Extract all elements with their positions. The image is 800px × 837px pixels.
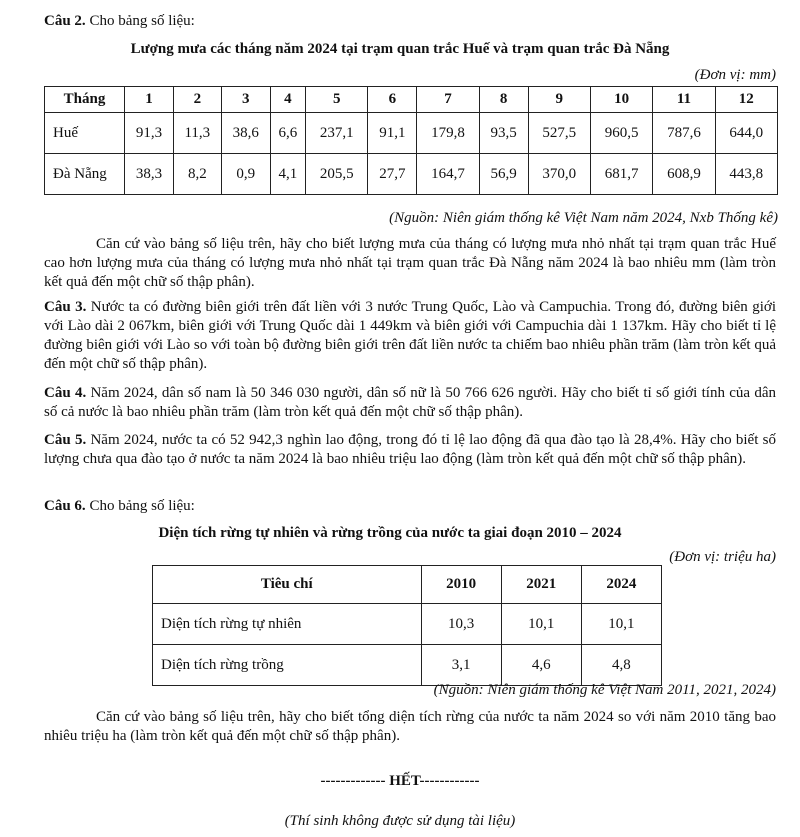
row-label-station: Đà Nẵng <box>45 154 125 195</box>
q4-label: Câu 4. <box>44 385 87 401</box>
header-month-6: 6 <box>368 87 417 113</box>
rainfall-cell: 4,1 <box>270 154 305 195</box>
forest-area-cell: 10,1 <box>581 604 661 645</box>
q6-table-title: Diện tích rừng tự nhiên và rừng trồng của nước ta giai đoạn 2010 – 2024 <box>158 525 622 541</box>
q3-label: Câu 3. <box>44 299 87 315</box>
q6-intro-text: Cho bảng số liệu: <box>85 498 195 514</box>
row-label-station: Huế <box>45 113 125 154</box>
header-criteria-label: Tiêu chí <box>153 566 422 604</box>
header-month-3: 3 <box>221 87 270 113</box>
header-month-12: 12 <box>715 87 777 113</box>
rainfall-cell: 8,2 <box>173 154 221 195</box>
rainfall-cell: 91,1 <box>368 113 417 154</box>
header-month-4: 4 <box>270 87 305 113</box>
rainfall-cell: 527,5 <box>528 113 590 154</box>
q6-unit: (Đơn vị: triệu ha) <box>669 549 776 565</box>
q6-intro <box>44 497 195 516</box>
rainfall-cell: 787,6 <box>653 113 715 154</box>
header-month-8: 8 <box>479 87 528 113</box>
header-month-5: 5 <box>306 87 368 113</box>
q4-paragraph <box>44 384 776 422</box>
q2-intro-text: Cho bảng số liệu: <box>85 13 195 29</box>
table-row <box>45 113 778 154</box>
header-month-2: 2 <box>173 87 221 113</box>
rainfall-table <box>44 86 778 195</box>
forest-table <box>152 565 662 686</box>
row-label-criteria: Diện tích rừng trồng <box>153 645 422 686</box>
q5-text: Năm 2024, nước ta có 52 942,3 nghìn lao động, trong đó tỉ lệ lao động đã qua đào tạo là 28,4%. Hãy cho biết số lượng chưa qua đào tạo ở nước ta năm 2024 là bao nhiêu triệu lao động (làm tròn kết quả đến một chữ số thập phân). <box>44 432 776 467</box>
header-year-2010: 2010 <box>421 566 501 604</box>
rainfall-cell: 179,8 <box>417 113 479 154</box>
forest-area-cell: 3,1 <box>421 645 501 686</box>
header-month-7: 7 <box>417 87 479 113</box>
rainfall-cell: 370,0 <box>528 154 590 195</box>
rainfall-cell: 0,9 <box>221 154 270 195</box>
header-month-10: 10 <box>590 87 652 113</box>
rainfall-header-row <box>45 87 778 113</box>
header-month-1: 1 <box>125 87 174 113</box>
rainfall-cell: 205,5 <box>306 154 368 195</box>
rainfall-cell: 56,9 <box>479 154 528 195</box>
footer-note: (Thí sinh không được sử dụng tài liệu) <box>284 813 516 829</box>
q4-text: Năm 2024, dân số nam là 50 346 030 người, dân số nữ là 50 766 626 người. Hãy cho biết tỉ số giới tính của dân số cả nước là bao nhiêu phần trăm (làm tròn kết quả đến một chữ số thập phân). <box>44 385 776 420</box>
rainfall-cell: 443,8 <box>715 154 777 195</box>
q3-paragraph <box>44 298 776 374</box>
q5-label: Câu 5. <box>44 432 87 448</box>
table-row <box>153 645 662 686</box>
header-month-9: 9 <box>528 87 590 113</box>
q6-source: (Nguồn: Niên giám thống kê Việt Nam 2011, 2021, 2024) <box>433 682 776 698</box>
rainfall-cell: 38,3 <box>125 154 174 195</box>
rainfall-cell: 608,9 <box>653 154 715 195</box>
table-row <box>153 604 662 645</box>
rainfall-cell: 6,6 <box>270 113 305 154</box>
q2-label: Câu 2. <box>44 13 86 29</box>
q6-question: Căn cứ vào bảng số liệu trên, hãy cho biết tổng diện tích rừng của nước ta năm 2024 so với năm 2010 tăng bao nhiêu triệu ha (làm tròn kết quả đến một chữ số thập phân). <box>44 709 776 744</box>
q2-unit: (Đơn vị: mm) <box>694 67 776 83</box>
forest-area-cell: 10,1 <box>501 604 581 645</box>
q2-question: Căn cứ vào bảng số liệu trên, hãy cho biết lượng mưa của tháng có lượng mưa nhỏ nhất tại trạm quan trắc Huế cao hơn lượng mưa của tháng có lượng mưa nhỏ nhất tại trạm quan trắc Đà Nẵng năm 2024 là bao nhiêu mm (làm tròn kết quả đến một chữ số thập phân). <box>44 236 776 290</box>
q2-table-title: Lượng mưa các tháng năm 2024 tại trạm quan trắc Huế và trạm quan trắc Đà Nẵng <box>130 41 670 57</box>
row-label-criteria: Diện tích rừng tự nhiên <box>153 604 422 645</box>
rainfall-cell: 11,3 <box>173 113 221 154</box>
header-month-label: Tháng <box>45 87 125 113</box>
header-year-2024: 2024 <box>581 566 661 604</box>
forest-area-cell: 4,6 <box>501 645 581 686</box>
rainfall-cell: 27,7 <box>368 154 417 195</box>
header-year-2021: 2021 <box>501 566 581 604</box>
q3-text: Nước ta có đường biên giới trên đất liền với 3 nước Trung Quốc, Lào và Campuchia. Trong đó, đường biên giới với Lào dài 2 067km, biên giới với Trung Quốc dài 1 449km và biên giới với Campuchia dài 1 137km. Hãy cho biết tỉ lệ đường biên giới với Lào so với toàn bộ đường biên giới trên đất liền nước ta chiếm bao nhiêu phần trăm (làm tròn kết quả đến một chữ số thập phân). <box>44 299 776 372</box>
header-month-11: 11 <box>653 87 715 113</box>
q5-paragraph <box>44 431 776 469</box>
table-row <box>45 154 778 195</box>
rainfall-cell: 644,0 <box>715 113 777 154</box>
q2-source: (Nguồn: Niên giám thống kê Việt Nam năm 2024, Nxb Thống kê) <box>389 210 778 226</box>
rainfall-cell: 237,1 <box>306 113 368 154</box>
forest-area-cell: 10,3 <box>421 604 501 645</box>
rainfall-cell: 164,7 <box>417 154 479 195</box>
q2-intro <box>44 12 195 31</box>
end-marker: ------------- HẾT------------ <box>320 773 480 789</box>
q6-label: Câu 6. <box>44 498 86 514</box>
forest-header-row <box>153 566 662 604</box>
forest-area-cell: 4,8 <box>581 645 661 686</box>
rainfall-cell: 960,5 <box>590 113 652 154</box>
rainfall-cell: 91,3 <box>125 113 174 154</box>
rainfall-cell: 681,7 <box>590 154 652 195</box>
rainfall-cell: 38,6 <box>221 113 270 154</box>
rainfall-cell: 93,5 <box>479 113 528 154</box>
